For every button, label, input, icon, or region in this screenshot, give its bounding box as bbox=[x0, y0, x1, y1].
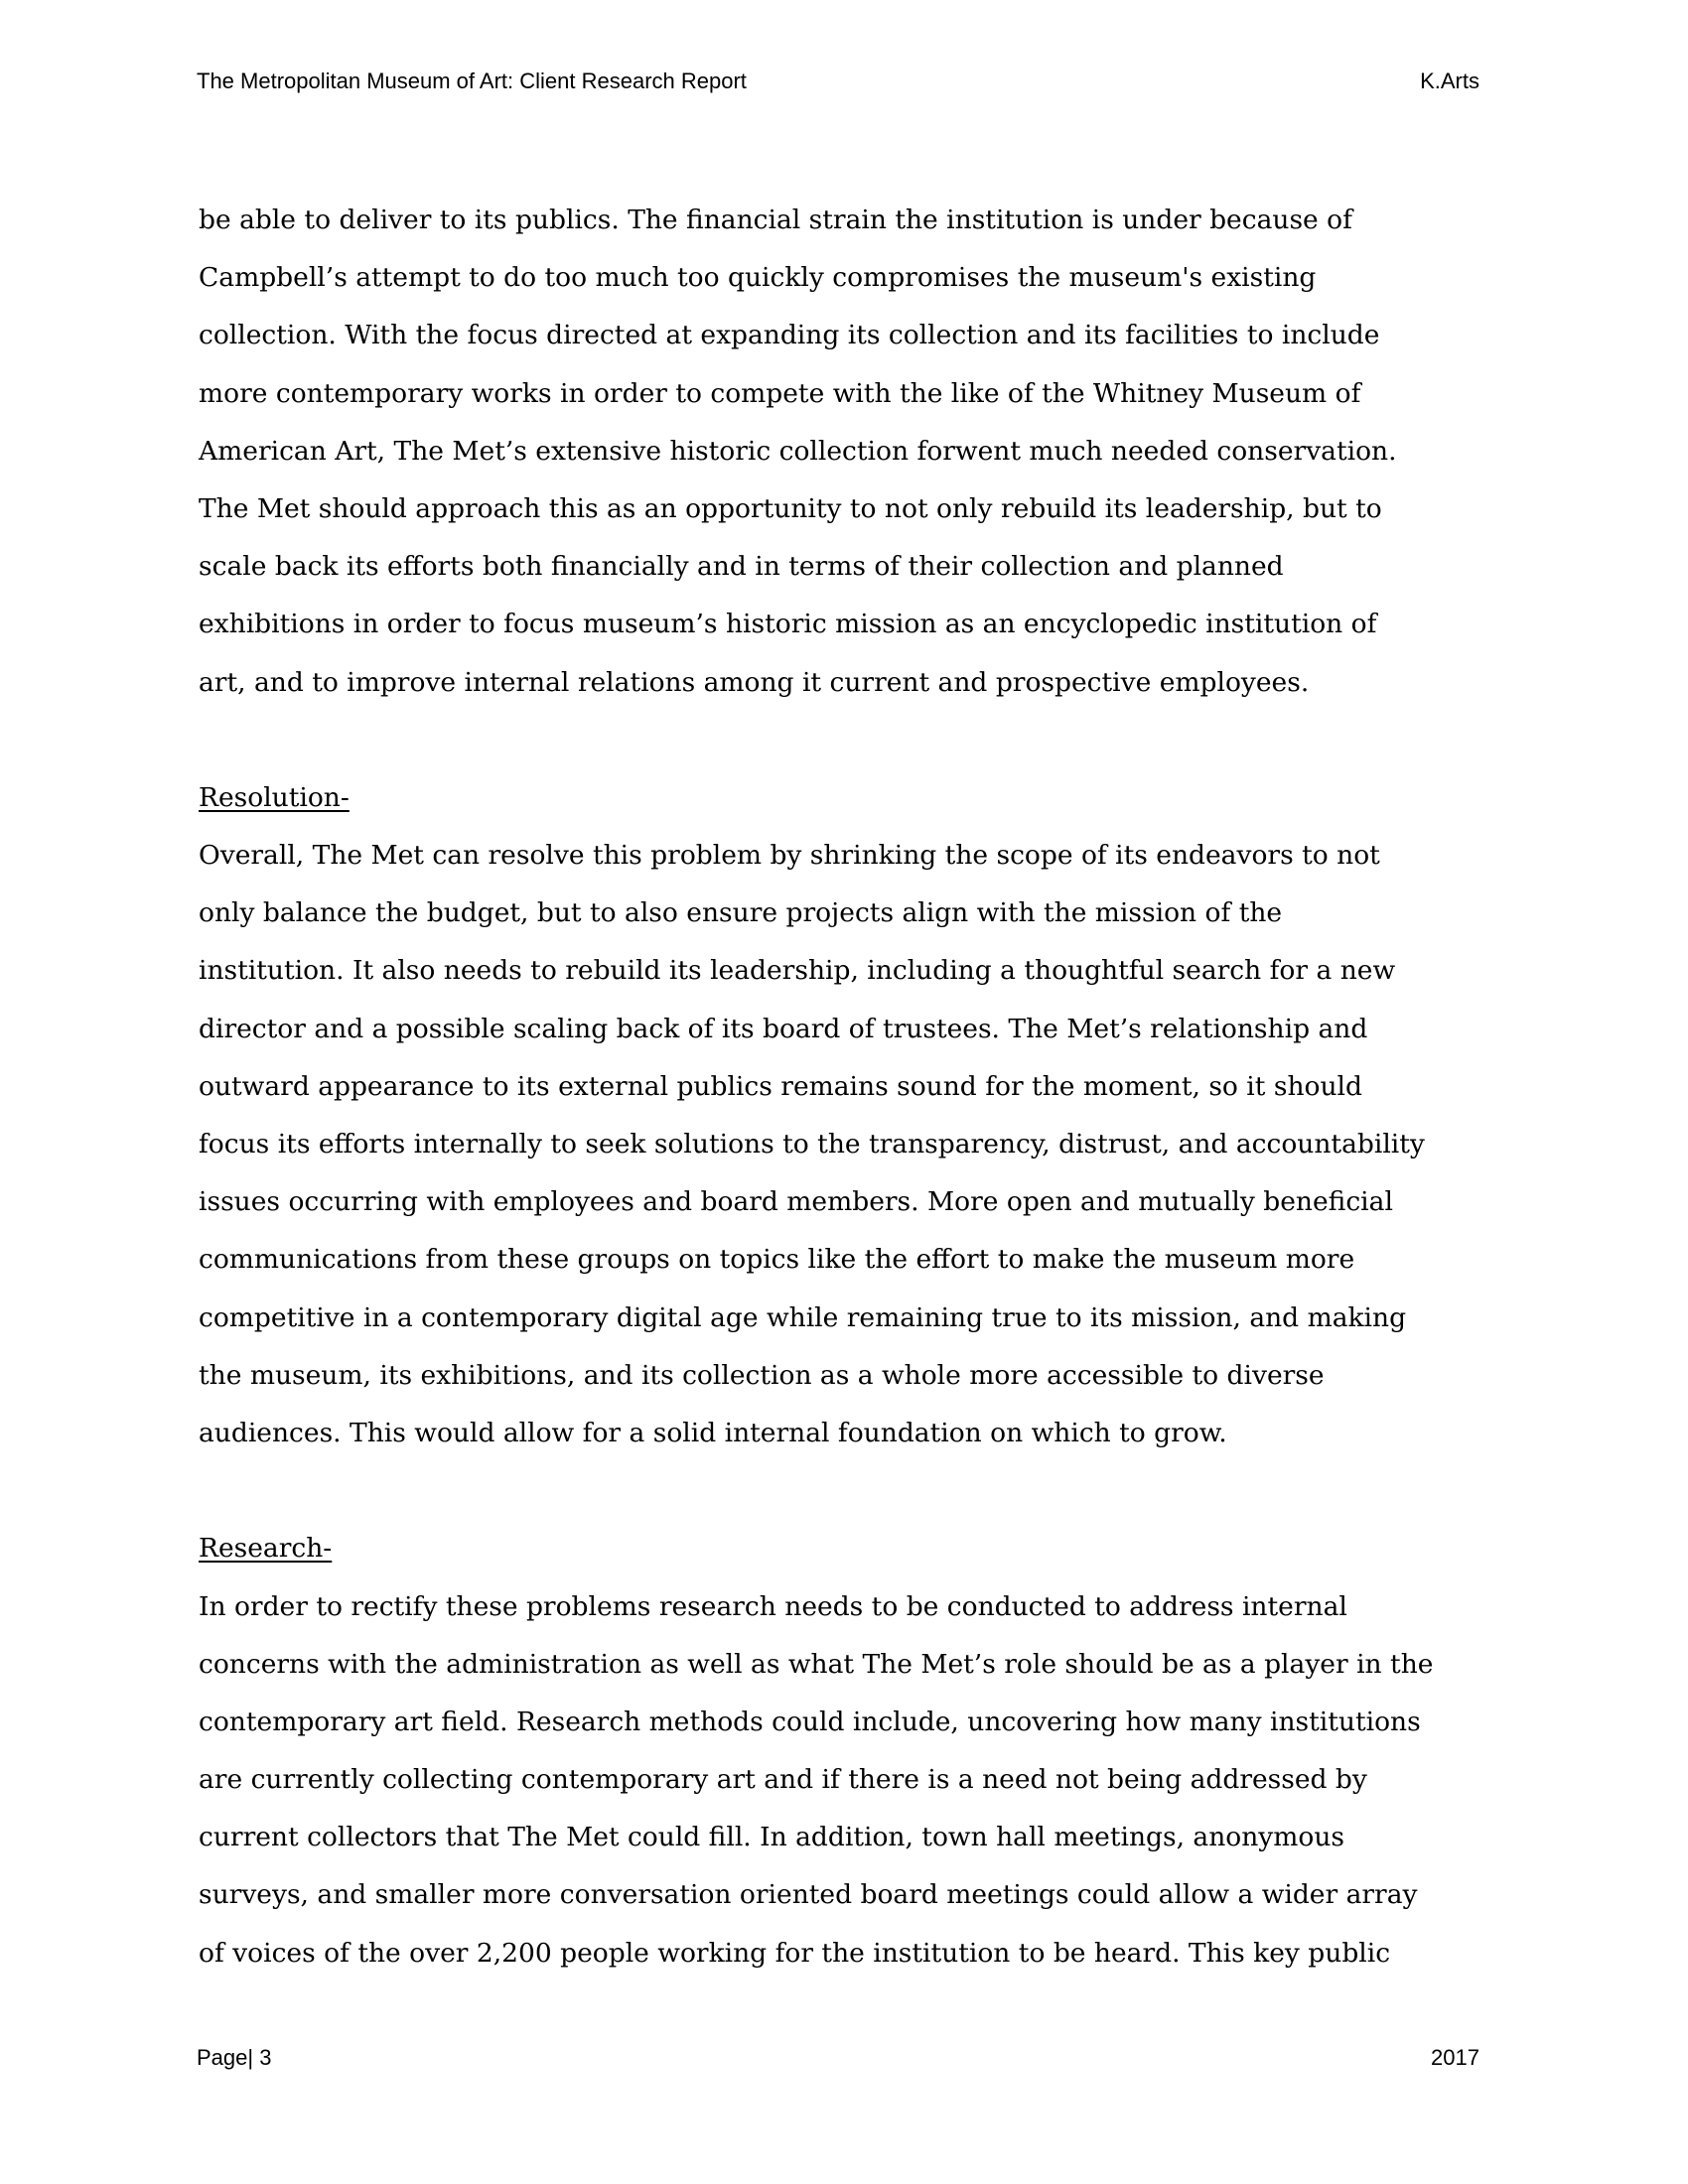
paragraph-line: audiences. This would allow for a solid internal foundation on which to grow. bbox=[199, 1417, 1227, 1448]
page-footer bbox=[197, 2042, 1479, 2074]
resolution-heading-text: Resolution- bbox=[199, 781, 350, 813]
report-title: The Metropolitan Museum of Art: Client Research Report bbox=[197, 68, 747, 93]
paragraph-line: collection. With the focus directed at expanding its collection and its facilities to include bbox=[199, 320, 1380, 351]
research-heading bbox=[199, 1520, 1489, 1577]
page-number: Page| 3 bbox=[197, 2045, 272, 2070]
paragraph-line: outward appearance to its external publics remains sound for the moment, so it should bbox=[199, 1070, 1362, 1102]
paragraph-line: exhibitions in order to focus museum’s historic mission as an encyclopedic institution of bbox=[199, 609, 1377, 640]
paragraph-line: American Art, The Met’s extensive historic collection forwent much needed conservation. bbox=[199, 435, 1397, 467]
paragraph-line: art, and to improve internal relations among it current and prospective employees. bbox=[199, 666, 1310, 698]
paragraph-line: only balance the budget, but to also ensure projects align with the mission of the bbox=[199, 897, 1283, 929]
paragraph-line: competitive in a contemporary digital age while remaining true to its mission, and making bbox=[199, 1301, 1407, 1333]
resolution-section bbox=[199, 769, 1489, 1462]
page-header bbox=[197, 66, 1479, 97]
paragraph-line: of voices of the over 2,200 people working for the institution to be heard. This key public bbox=[199, 1937, 1391, 1969]
paragraph-line: issues occurring with employees and board members. More open and mutually beneficial bbox=[199, 1186, 1393, 1218]
paragraph-spacer bbox=[199, 1462, 1489, 1520]
paragraph-line: more contemporary works in order to compete with the like of the Whitney Museum of bbox=[199, 377, 1361, 409]
paragraph-line: focus its efforts internally to seek solutions to the transparency, distrust, and accountability bbox=[199, 1129, 1425, 1160]
paragraph-line: director and a possible scaling back of its board of trustees. The Met’s relationship and bbox=[199, 1013, 1368, 1044]
paragraph-line: scale back its efforts both financially and in terms of their collection and planned bbox=[199, 551, 1284, 583]
paragraph-line: concerns with the administration as well as what The Met’s role should be as a player in the bbox=[199, 1648, 1434, 1680]
paragraph-line: are currently collecting contemporary art and if there is a need not being addressed by bbox=[199, 1764, 1367, 1796]
footer-year: 2017 bbox=[1431, 2045, 1479, 2070]
body-text bbox=[199, 192, 1489, 1982]
paragraph-line: institution. It also needs to rebuild its leadership, including a thoughtful search for a new bbox=[199, 955, 1396, 987]
paragraph-line: In order to rectify these problems research needs to be conducted to address internal bbox=[199, 1590, 1347, 1622]
paragraph-line: contemporary art field. Research methods could include, uncovering how many institutions bbox=[199, 1706, 1421, 1737]
resolution-heading bbox=[199, 769, 1489, 827]
paragraph-line: The Met should approach this as an opportunity to not only rebuild its leadership, but to bbox=[199, 492, 1382, 524]
paragraph-spacer bbox=[199, 712, 1489, 769]
report-author: K.Arts bbox=[1420, 68, 1479, 93]
paragraph-line: current collectors that The Met could fill. In addition, town hall meetings, anonymous bbox=[199, 1822, 1345, 1853]
paragraph-line: the museum, its exhibitions, and its collection as a whole more accessible to diverse bbox=[199, 1359, 1325, 1391]
paragraph-line: Campbell’s attempt to do too much too quickly compromises the museum's existing bbox=[199, 262, 1317, 294]
research-heading-text: Research- bbox=[199, 1533, 333, 1565]
paragraph-line: surveys, and smaller more conversation oriented board meetings could allow a wider array bbox=[199, 1879, 1418, 1911]
research-section bbox=[199, 1520, 1489, 1982]
paragraph-line: Overall, The Met can resolve this problem by shrinking the scope of its endeavors to not bbox=[199, 840, 1380, 872]
paragraph-line: communications from these groups on topics like the effort to make the museum more bbox=[199, 1244, 1355, 1276]
continuation-paragraph bbox=[199, 192, 1489, 712]
paragraph-line: be able to deliver to its publics. The financial strain the institution is under because of bbox=[199, 205, 1352, 235]
